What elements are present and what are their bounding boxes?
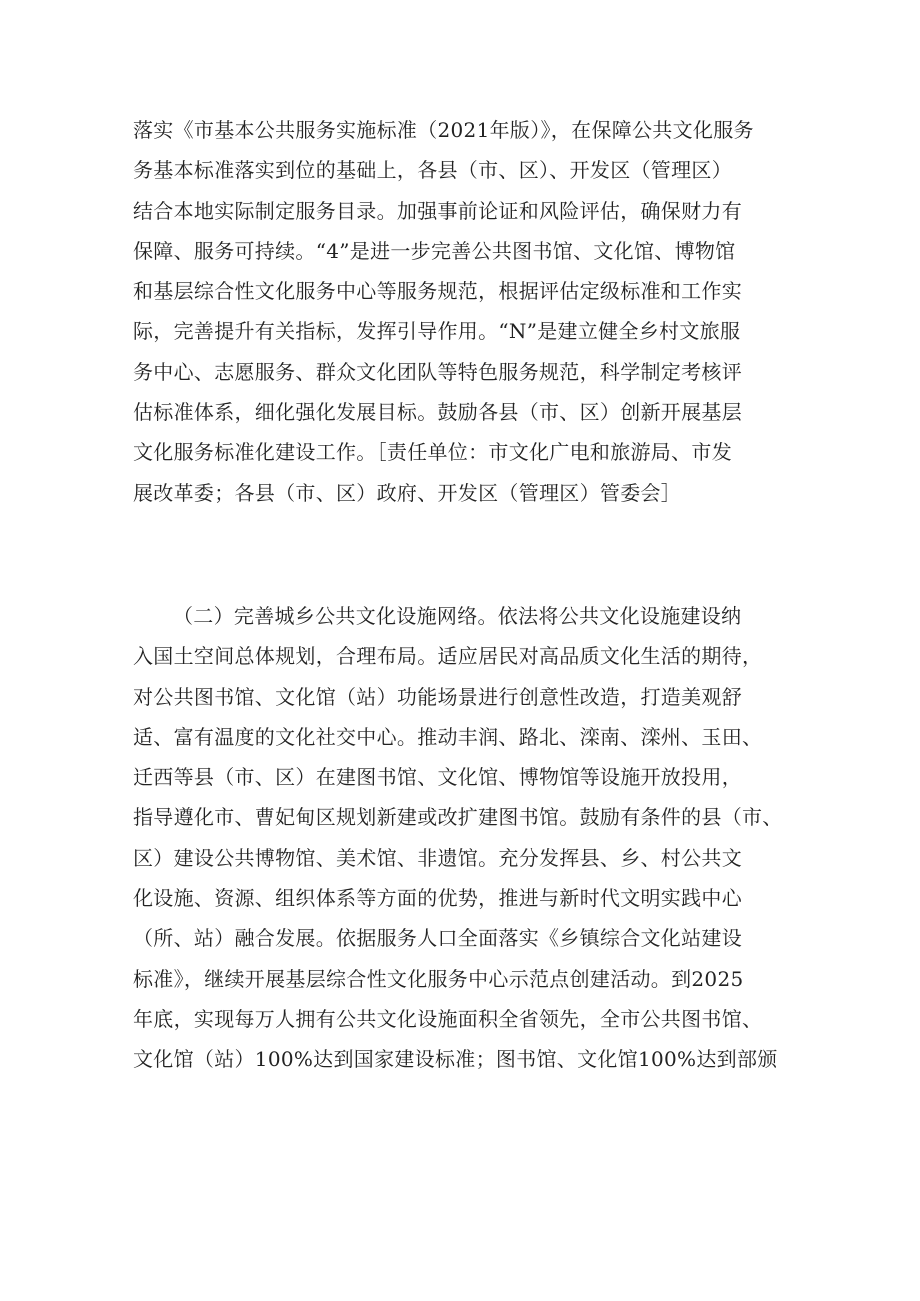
text-line: 化设施、资源、组织体系等方面的优势，推进与新时代文明实践中心 [133,886,742,911]
text-line: 落实《市基本公共服务实施标准（2021年版）》，在保障公共文化服务 [133,118,754,142]
text-line: 适、富有温度的文化社交中心。推动丰润、路北、滦南、滦州、玉田、 [133,724,763,749]
text-line: 文化服务标准化建设工作。［责任单位：市文化广电和旅游局、市发 [133,440,732,465]
paragraph-service-standards [133,110,798,513]
text-line: 指导遵化市、曹妃甸区规划新建或改扩建图书馆。鼓励有条件的县（市、 [133,805,783,830]
text-line: 迁西等县（市、区）在建图书馆、文化馆、博物馆等设施开放投用， [133,765,742,790]
text-line: （所、站）融合发展。依据服务人口全面落实《乡镇综合文化站建设 [133,926,742,951]
text-line: 对公共图书馆、文化馆（站）功能场景进行创意性改造，打造美观舒 [133,684,742,709]
text-line: 务中心、志愿服务、群众文化团队等特色服务规范，科学制定考核评 [133,359,742,384]
text-line: 年底，实现每万人拥有公共文化设施面积全省领先，全市公共图书馆、 [133,1006,763,1031]
text-line: 标准》，继续开展基层综合性文化服务中心示范点创建活动。到2025 [133,966,744,991]
text-line: 区）建设公共博物馆、美术馆、非遗馆。充分发挥县、乡、村公共文 [133,845,742,870]
text-line: 入国土空间总体规划，合理布局。适应居民对高品质文化生活的期待， [133,644,763,669]
text-line: 务基本标准落实到位的基础上，各县（市、区）、开发区（管理区） [133,158,732,183]
text-line: 际，完善提升有关指标，发挥引导作用。“N”是建立健全乡村文旅服 [133,319,741,344]
text-line: 文化馆（站）100%达到国家建设标准；图书馆、文化馆100%达到部颁 [133,1047,778,1072]
section-heading-line: （二）完善城乡公共文化设施网络。依法将公共文化设施建设纳 [173,604,742,628]
text-line: 估标准体系，细化强化发展目标。鼓励各县（市、区）创新开展基层 [133,400,742,425]
paragraph-facility-network [133,596,798,1080]
text-line: 和基层综合性文化服务中心等服务规范，根据评估定级标准和工作实 [133,279,742,304]
text-line: 保障、服务可持续。“4”是进一步完善公共图书馆、文化馆、博物馆 [133,238,736,263]
text-line: 结合本地实际制定服务目录。加强事前论证和风险评估，确保财力有 [133,198,742,223]
text-line: 展改革委；各县（市、区）政府、开发区（管理区）管委会］ [133,480,682,505]
